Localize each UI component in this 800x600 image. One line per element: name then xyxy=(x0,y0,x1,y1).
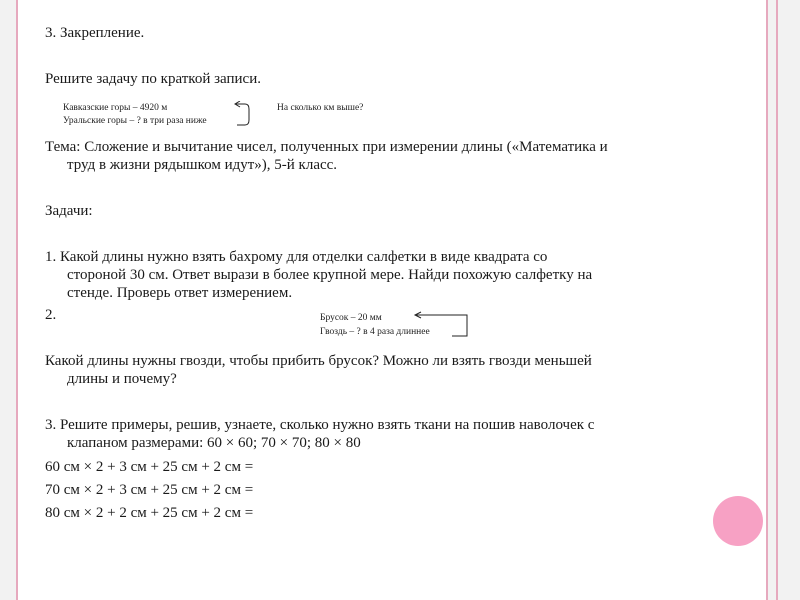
theme-line2: труд в жизни рядышком идут»), 5-й класс. xyxy=(67,157,338,173)
task3-line2: клапаном размерами: 60 × 60; 70 × 70; 80 × 80 xyxy=(67,435,361,451)
slide-border-right xyxy=(776,0,778,600)
task2-number: 2. xyxy=(45,307,57,323)
task2-line2: длины и почему? xyxy=(67,371,177,387)
diagram2-line2: Гвоздь – ? в 4 раза длиннее xyxy=(320,327,430,337)
diagram1-line1: Кавказские горы – 4920 м xyxy=(63,103,168,113)
diagram2-line1: Брусок – 20 мм xyxy=(320,313,382,323)
diagram1-question: На сколько км выше? xyxy=(277,103,364,113)
section-heading: 3. Закрепление. xyxy=(45,25,145,41)
diagram2-arrow xyxy=(412,309,472,339)
task3-line1: 3. Решите примеры, решив, узнаете, сколько нужно взять ткани на пошив наволочек с xyxy=(45,417,595,433)
diagram1-line2: Уральские горы – ? в три раза ниже xyxy=(63,116,207,126)
diagram1-arrow xyxy=(234,101,256,129)
tasks-heading: Задачи: xyxy=(45,203,93,219)
task-prompt: Решите задачу по краткой записи. xyxy=(45,71,261,87)
theme-line1: Тема: Сложение и вычитание чисел, полученных при измерении длины («Математика и xyxy=(45,139,608,155)
example-2: 70 см × 2 + 3 см + 25 см + 2 см = xyxy=(45,482,254,498)
example-1: 60 см × 2 + 3 см + 25 см + 2 см = xyxy=(45,459,254,475)
example-3: 80 см × 2 + 2 см + 25 см + 2 см = xyxy=(45,505,254,521)
task1-line1: 1. Какой длины нужно взять бахрому для отделки салфетки в виде квадрата со xyxy=(45,249,548,265)
task2-line1: Какой длины нужны гвозди, чтобы прибить брусок? Можно ли взять гвозди меньшей xyxy=(45,353,592,369)
task1-line2: стороной 30 см. Ответ вырази в более крупной мере. Найди похожую салфетку на xyxy=(67,267,593,283)
decorative-circle xyxy=(713,496,763,546)
task1-line3: стенде. Проверь ответ измерением. xyxy=(67,285,293,301)
